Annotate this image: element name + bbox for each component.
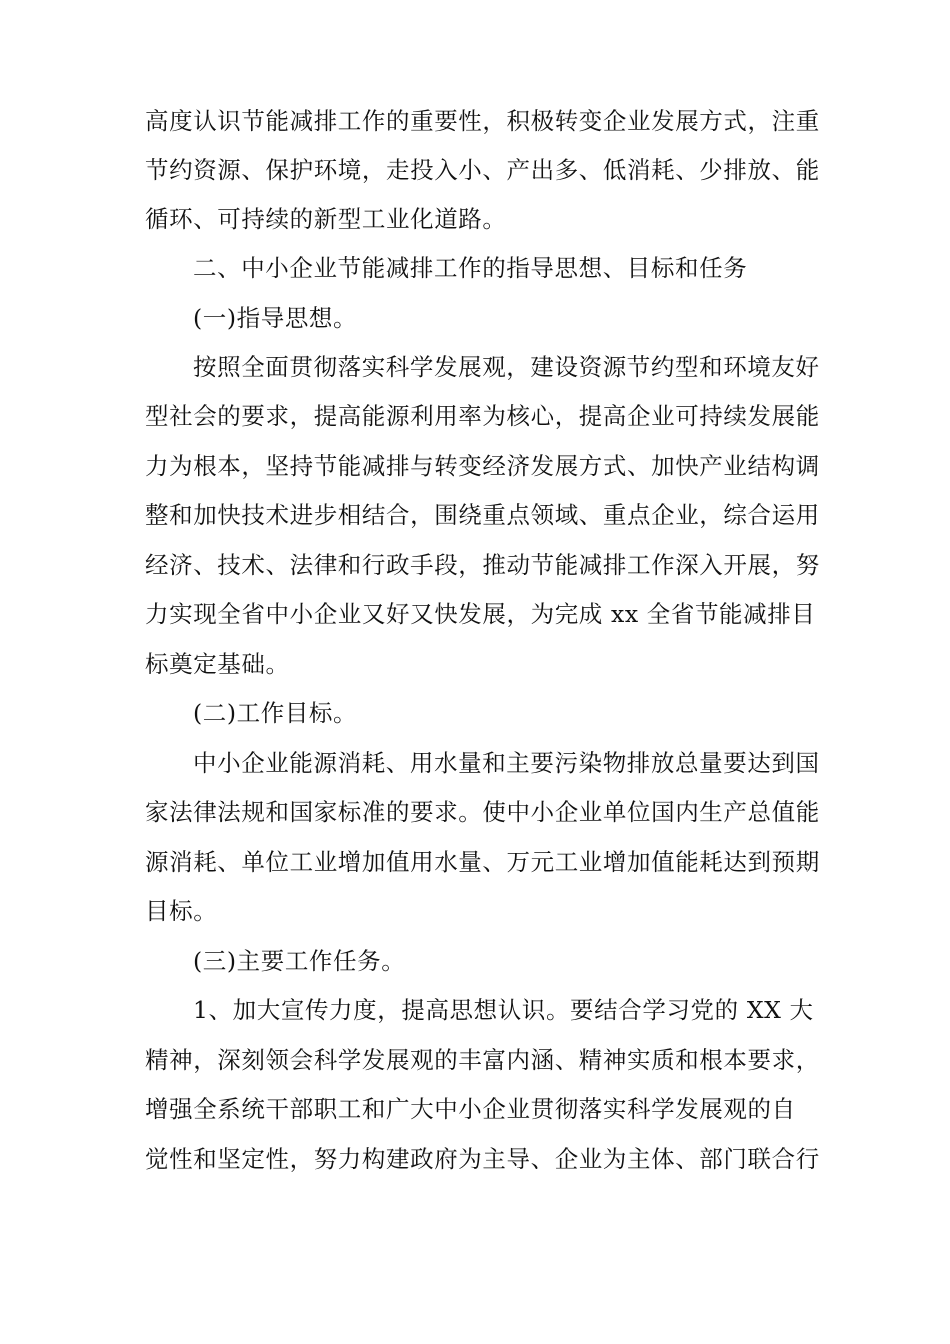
text-line: 整和加快技术进步相结合，围绕重点领域、重点企业，综合运用	[145, 501, 820, 529]
subsection-heading: (二)工作目标。	[193, 699, 358, 727]
text-line: 节约资源、保护环境，走投入小、产出多、低消耗、少排放、能	[145, 156, 820, 184]
text-line: 循环、可持续的新型工业化道路。	[145, 205, 507, 233]
text-line: 增强全系统干部职工和广大中小企业贯彻落实科学发展观的自	[145, 1095, 796, 1123]
section-heading: 二、中小企业节能减排工作的指导思想、目标和任务	[193, 254, 748, 282]
text-line: 按照全面贯彻落实科学发展观，建设资源节约型和环境友好	[193, 353, 820, 381]
subsection-heading: (一)指导思想。	[193, 304, 358, 332]
text-line: 家法律法规和国家标准的要求。使中小企业单位国内生产总值能	[145, 798, 820, 826]
text-line: 精神，深刻领会科学发展观的丰富内涵、精神实质和根本要求，	[145, 1046, 820, 1074]
subsection-heading: (三)主要工作任务。	[193, 947, 406, 975]
text-line: 中小企业能源消耗、用水量和主要污染物排放总量要达到国	[193, 749, 820, 777]
text-line: 目标。	[145, 897, 218, 925]
text-line: 觉性和坚定性，努力构建政府为主导、企业为主体、部门联合行	[145, 1145, 820, 1173]
text-line: 经济、技术、法律和行政手段，推动节能减排工作深入开展，努	[145, 551, 820, 579]
text-line: 高度认识节能减排工作的重要性，积极转变企业发展方式，注重	[145, 107, 820, 135]
text-line: 标奠定基础。	[145, 650, 290, 678]
text-line: 1、加大宣传力度，提高思想认识。要结合学习党的 XX 大	[193, 996, 814, 1024]
text-line: 力为根本，坚持节能减排与转变经济发展方式、加快产业结构调	[145, 452, 820, 480]
text-line: 型社会的要求，提高能源利用率为核心，提高企业可持续发展能	[145, 402, 820, 430]
text-line: 源消耗、单位工业增加值用水量、万元工业增加值能耗达到预期	[145, 848, 820, 876]
text-line: 力实现全省中小企业又好又快发展，为完成 xx 全省节能减排目	[145, 600, 816, 628]
